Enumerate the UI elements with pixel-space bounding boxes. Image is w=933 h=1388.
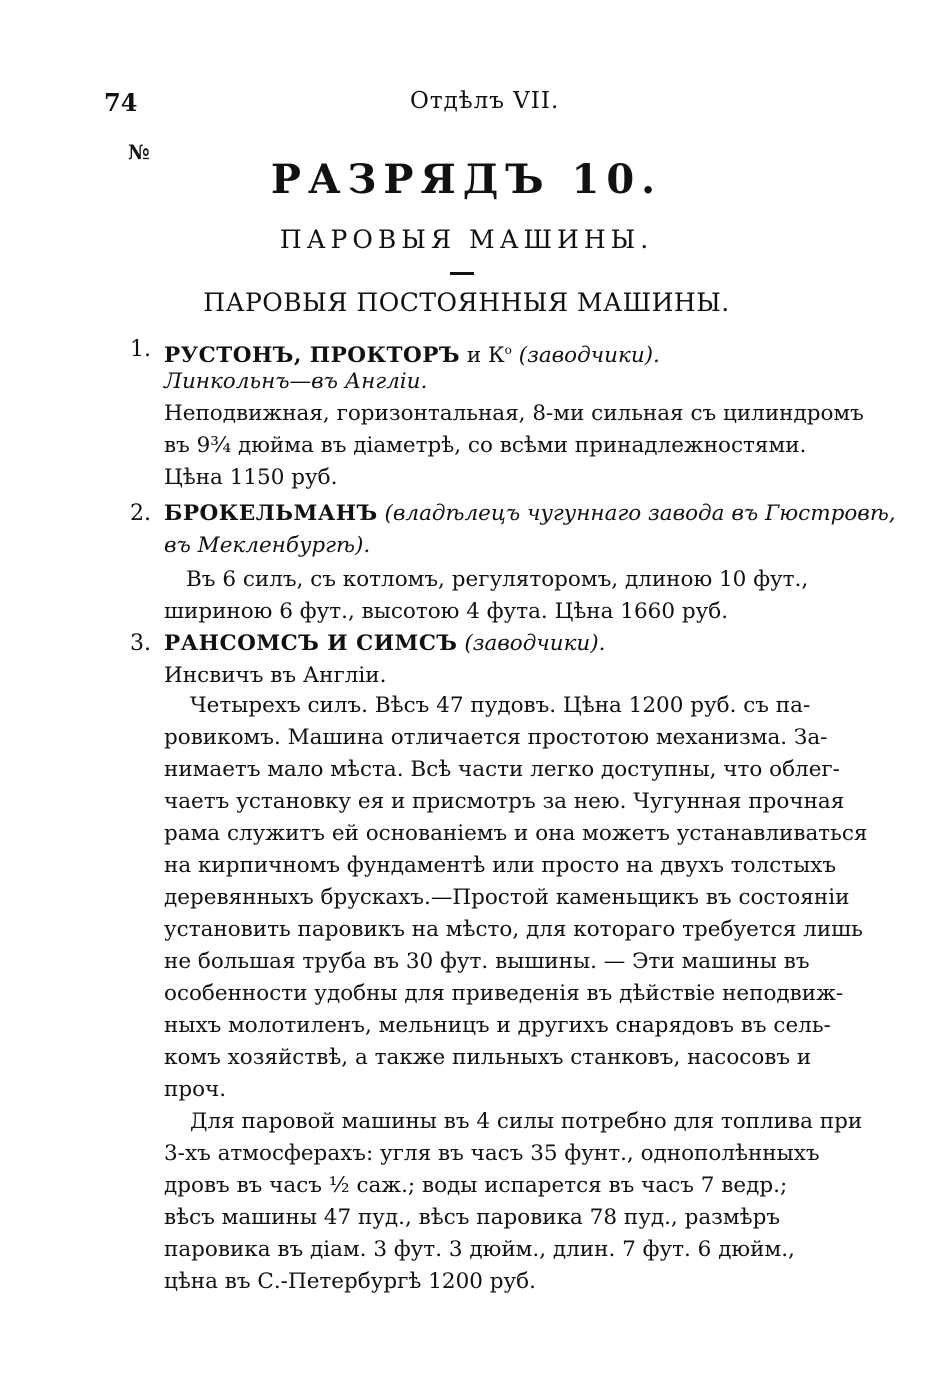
desc-line: рама служитъ ей основаніемъ и она можетъ устанавливаться [164, 821, 868, 846]
entry-number: 1. [130, 337, 151, 362]
heading-rule [450, 272, 474, 275]
entry-heading [164, 498, 896, 530]
entry-heading [164, 628, 605, 660]
firm-name: РУСТОНЪ, ПРОКТОРЪ [164, 343, 461, 369]
firm-name: БРОКЕЛЬМАНЪ [164, 501, 378, 526]
firm-tail: и К [460, 343, 505, 369]
place: Линкольнъ—въ Англіи. [164, 369, 428, 394]
fuel-line: дровъ въ часъ ½ саж.; воды испарется въ часъ 7 ведр.; [164, 1173, 788, 1198]
page-number: 74 [104, 88, 138, 117]
entry-number: 2. [130, 501, 151, 526]
firm-superscript: о [504, 343, 512, 357]
desc-line: особенности удобны для приведенія въ дѣйствіе неподвиж- [164, 981, 844, 1006]
desc-line: проч. [164, 1077, 227, 1102]
firm-role: (владѣлецъ чугуннаго завода въ Гюстровѣ, [377, 501, 896, 526]
firm-role: (заводчики). [511, 343, 660, 369]
firm-name: РАНСОМСЪ И СИМСЪ [164, 631, 458, 656]
desc-line: нимаетъ мало мѣста. Всѣ части легко доступны, что облег- [164, 757, 840, 782]
desc-line: ныхъ молотиленъ, мельницъ и другихъ снарядовъ въ сель- [164, 1013, 831, 1038]
subtitle-heading: ПАРОВЫЯ МАШИНЫ. [279, 225, 654, 254]
number-sign: № [128, 140, 150, 164]
place: Инсвичъ въ Англіи. [164, 663, 387, 688]
fuel-line: паровика въ діам. 3 фут. 3 дюйм., длин. 7 фут. 6 дюйм., [164, 1237, 795, 1262]
desc-line: на кирпичномъ фундаментѣ или просто на двухъ толстыхъ [164, 853, 837, 878]
fuel-line: Для паровой машины въ 4 силы потребно для топлива при [190, 1109, 863, 1134]
fuel-line: вѣсъ машины 47 пуд., вѣсъ паровика 78 пуд., размѣръ [164, 1205, 781, 1230]
entry-number: 3. [130, 631, 151, 656]
desc-line: Неподвижная, горизонтальная, 8-ми сильная съ цилиндромъ [164, 401, 864, 426]
fuel-line: цѣна въ С.-Петербургѣ 1200 руб. [164, 1269, 536, 1294]
running-title: Отдѣлъ VII. [410, 88, 560, 114]
desc-line: шириною 6 фут., высотою 4 фута. Цѣна 1660 руб. [164, 599, 729, 624]
desc-line: установить паровикъ на мѣсто, для котораго требуется лишь [164, 917, 863, 942]
firm-role: (заводчики). [457, 631, 606, 656]
section-heading: ПАРОВЫЯ ПОСТОЯННЫЯ МАШИНЫ. [203, 288, 730, 317]
desc-line: деревянныхъ брускахъ.—Простой каменьщикъ въ состояніи [164, 885, 850, 910]
firm-role-continued: въ Мекленбургѣ). [164, 533, 371, 558]
desc-line: чаетъ установку ея и присмотръ за нею. Чугунная прочная [164, 789, 845, 814]
desc-line: Четырехъ силъ. Вѣсъ 47 пудовъ. Цѣна 1200 руб. съ па- [190, 693, 811, 718]
fuel-line: 3-хъ атмосферахъ: угля въ часъ 35 фунт., однополѣнныхъ [164, 1141, 820, 1166]
desc-line: не большая труба въ 30 фут. вышины. — Эти машины въ [164, 949, 810, 974]
desc-line: Въ 6 силъ, съ котломъ, регуляторомъ, длиною 10 фут., [186, 567, 809, 592]
desc-line: Цѣна 1150 руб. [164, 465, 338, 490]
desc-line: комъ хозяйствѣ, а также пильныхъ станковъ, насосовъ и [164, 1045, 812, 1070]
class-heading: РАЗРЯДЪ 10. [270, 156, 663, 203]
desc-line: въ 9¾ дюйма въ діаметрѣ, со всѣми принадлежностями. [164, 433, 807, 458]
desc-line: ровикомъ. Машина отличается простотою механизма. За- [164, 725, 828, 750]
